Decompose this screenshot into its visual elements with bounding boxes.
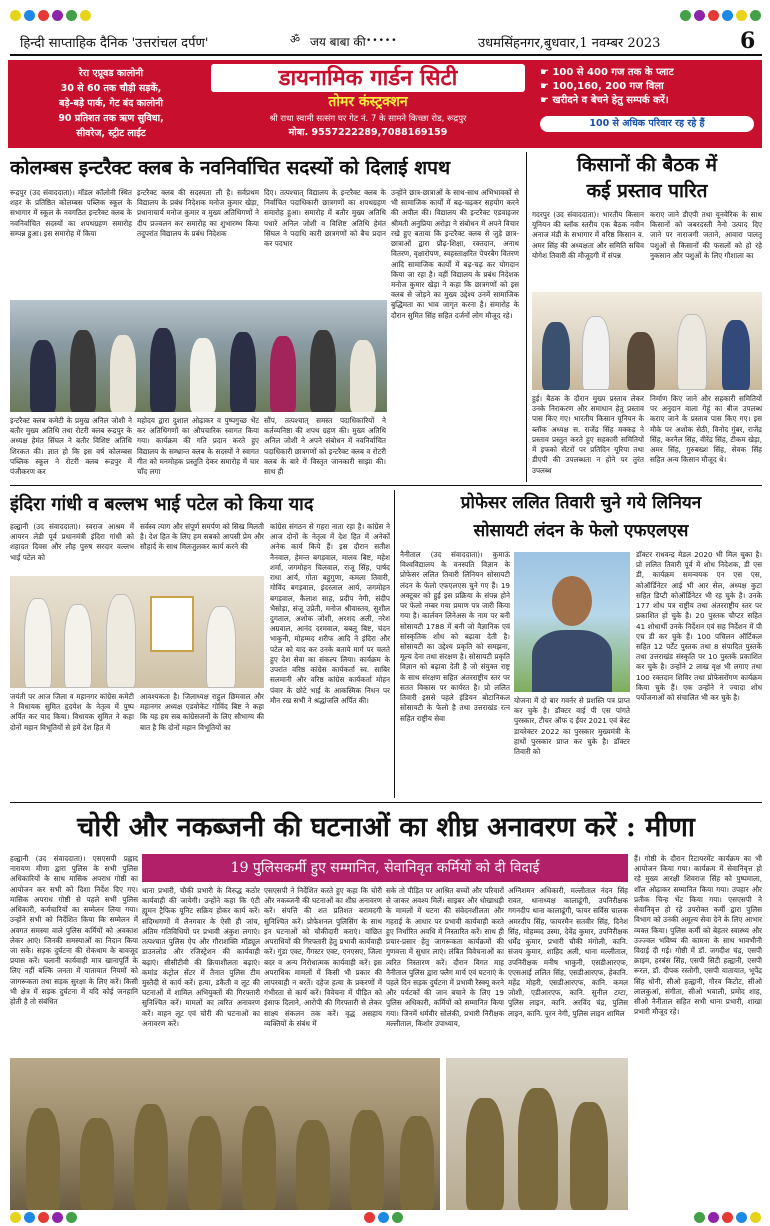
tagline: जय बाबा की bbox=[310, 35, 366, 49]
story1-under1: इन्टरैक्ट क्लब कमेटी के प्रमुख अनिल जोशी ने बतौर मुख्य अतिथि तथा रोटरी क्लब रूद्रपुर के अध्यक्ष हेमंत सिंघल ने बतौर विशिष्ट अतिथि शिरकत की। ज्ञात हो कि इस वर्ष कोलम्बस पब्लिक स्कूल ने रोटरी क्लब रूद्रपुर में पंजीकरण कर bbox=[10, 416, 132, 477]
story1-col1: रूद्रपुर (उद संवाददाता)। मॉडल कॉलोनी स्थित शहर के प्रतिष्ठित कोलम्बस पब्लिक स्कूल के सभागार में स्कूल के नवगठित इन्टरैक्ट क्लब के नवनिर्वाचित सदस्यों का शपथग्रहण समारोह सम्पन्न हुआ। इस समारोह में किया bbox=[10, 188, 132, 238]
decor-dot bbox=[722, 1212, 733, 1223]
ad-right-line: ☛ 100,160, 200 गज विला bbox=[540, 81, 664, 92]
arrow-icon: ☛ bbox=[540, 95, 553, 106]
decor-dot bbox=[364, 1212, 375, 1223]
decor-dot bbox=[736, 1212, 747, 1223]
decor-dot bbox=[38, 10, 49, 21]
story2-meeting-photo bbox=[532, 292, 762, 390]
story4-portrait-photo bbox=[514, 552, 630, 692]
decor-dot bbox=[708, 1212, 719, 1223]
person-figure bbox=[296, 1120, 330, 1210]
story3-under2: आवश्यकता है। जिलाध्यक्ष राहुल छिमवाल और महानगर अध्यक्ष एडवोकेट गोविंद बिष्ट ने कहा कि यह हम सब कांग्रेसजनों के लिए सौभाग्य की बात है कि दोनों महान विभूतियों का bbox=[140, 692, 264, 732]
story2-col1: गदरपुर (उद संवाददाता)। भारतीय किसान यूनियन की ब्लॉक स्तरीय एक बैठक नवीन अनाज मंडी के सभागार में वरिष्ठ किसान व. अमर सिंह की अध्यक्षता और समिति सचिव योगेश तिवारी की मौजूदगी में संपन्न bbox=[532, 210, 644, 260]
ad-subtitle: तोमर कंस्ट्रक्शन bbox=[328, 94, 408, 110]
paper-name: हिन्दी साप्ताहिक दैनिक 'उत्तरांचल दर्पण' bbox=[20, 36, 209, 51]
page-number: 6 bbox=[740, 28, 756, 54]
ad-right-footer: 100 से अधिक परिवार रह रहे हैं bbox=[540, 116, 754, 132]
story4-headline-2: सोसायटी लंदन के फेलो एफएलएस bbox=[473, 521, 689, 541]
person-figure bbox=[270, 336, 296, 412]
arrow-icon: ☛ bbox=[540, 81, 553, 92]
ad-left-line: बड़े-बड़े पार्क, गेट बंद कालोनी bbox=[59, 98, 163, 109]
person-figure bbox=[30, 340, 56, 412]
portrait-frame bbox=[150, 596, 194, 652]
story5-col4: सके तो पीड़ित पर आश्रित बच्चों और परिवारों से जाकर अवश्य मिलें। साइबर और धोखाधड़ी के मामलों में घटना की संवेदनशीलता और गहराई के आधार पर प्रभावी कार्यवाही करते हुए निर्धारित अवधि में निस्तारित करें। साथ ही प्रचार-प्रसार हेतु जागरूकता कार्यक्रमों की गुणवत्ता में सुधार लाएं। लंबित विवेचनाओं का त्वरित निस्तारण करें। दौरान विगत माह नैनीताल पुलिस द्वारा फ्लैग मार्च एवं घटनाएं के पहले दिन सड़क दुर्घटना में प्रभावी रैस्क्यू करने और पर्यटकों की जान बचाने के लिए 19 पुलिस अधिकारी, कर्मियों को सम्मानित किया गया। जिनमें धर्मवीर सोलंकी, प्रभारी निरीक्षक मल्लीताल, किशोर उपाध्याय, bbox=[386, 886, 504, 1028]
story2-headline-2: कई प्रस्ताव पारित bbox=[586, 180, 708, 202]
ad-phone: मोबा. 9557222289,7088169159 bbox=[288, 127, 448, 138]
dots-decor-icon: ••••• bbox=[366, 36, 398, 46]
decor-dot bbox=[750, 1212, 761, 1223]
story5-headline: चोरी और नकब्जनी की घटनाओं का शीघ्र अनावरण करें : मीणा bbox=[77, 812, 695, 843]
person-figure bbox=[106, 594, 136, 688]
ad-right-line: ☛ 100 से 400 गज तक के प्लाट bbox=[540, 67, 674, 78]
person-figure bbox=[582, 316, 610, 390]
person-figure bbox=[722, 320, 750, 390]
person-figure bbox=[150, 328, 176, 412]
decor-dot bbox=[750, 10, 761, 21]
story3-col3: कांग्रेस संगठन से गहरा नाता रहा है। कांग्रेस ने आज दोनों के नेतृत्व में देश हित में अनेकों अनेक कार्य किये हैं। इस दौरान सतीश नैनवाल, हेमन्त बगड़वाल, मालव बिष्ट, महेश शर्मा, जगमोहन चिलवाल, राजू सिंह, पार्षद राधा आर्य, गोता बहुगुणा, कमला तिवारी, गोविंद बगड़वाल, इंदरलाल आर्य, जगमोहन बगड़वाल, कैलाश साह, प्रदीप नेगी, संदीप भैसोड़ा, संजू उप्रेती, मनोज श्रीवास्तव, सुशील दुगताल, अशोक जोशी, अरशद अली, नरेश अग्रवाल, आनंद दरमवाल, बबलू बिष्ट, चंदन भाकुनी, मोहम्मद शरीफ आदि ने इंदिरा और पटेल को याद कर उनके बताये मार्ग पर चलते हुए देश सेवा का संकल्प लिया। कार्यक्रम के उपरांत वरिष्ठ कांग्रेस कार्यकर्ता स्व. साबिर सलमानी और वरिष्ठ कांग्रेस कार्यकर्ता मोहन पंवार के छोटे भाई के आकस्मिक निधन पर मौन रख सभी ने श्रद्धांजलि अर्पित की। bbox=[270, 522, 390, 705]
person-figure bbox=[570, 1102, 608, 1210]
person-figure bbox=[350, 1110, 384, 1210]
story3-col2: सर्वस्व त्याग और संपूर्ण समर्पण को सिख मिलती है। देश हित के लिए हम सबको आपसी प्रेम और सौहार्द के साथ मिलजुलकर कार्य करने की bbox=[140, 522, 264, 552]
ad-left-box bbox=[26, 66, 196, 142]
ad-left-line: 90 प्रतिशत तक ऋण सुविधा, bbox=[58, 113, 164, 124]
person-figure bbox=[518, 1088, 558, 1210]
decor-dot bbox=[52, 1212, 63, 1223]
person-figure bbox=[230, 332, 256, 412]
ad-center bbox=[203, 64, 533, 144]
person-figure bbox=[188, 1116, 222, 1210]
decor-dot bbox=[10, 10, 21, 21]
decor-dot bbox=[722, 10, 733, 21]
decor-dot bbox=[392, 1212, 403, 1223]
story5-retirement-photo bbox=[446, 1058, 628, 1210]
person-figure bbox=[627, 332, 655, 390]
decor-dot bbox=[694, 1212, 705, 1223]
story3-under1: जयंती पर आज जिला व महानगर कांग्रेस कमेटी ने विधायक सुमित हृदयेश के नेतृत्व में पुष्प अर्पित कर याद किया। विधायक सुमित ने कहा दोनों महान विभूतियों से हमें देश हित में bbox=[10, 692, 134, 732]
story2-under2: निर्माण किए जाने और सहकारी समितियों पर अनुदान वाला गेहूं का बीज उपलब्ध कराए जाने के प्रस्ताव पास किए गए। इस मौके पर अशोक सेठी, विनोद गुंबर, राजेंद्र सिंह, करनैल सिंह, वीरेंद्र सिंह, टीकम खेड़ा, अमर सिंह, गुरुबख्श सिंह, सेवक सिंह सहित अन्य किसान मौजूद थे। bbox=[650, 394, 762, 465]
story3-tribute-photo bbox=[10, 576, 264, 688]
decor-dot bbox=[736, 10, 747, 21]
person-figure bbox=[350, 340, 376, 412]
real-estate-ad bbox=[8, 60, 762, 148]
person-figure bbox=[310, 330, 336, 412]
story4-col1: नैनीताल (उद संवाददाता)। कुमाऊं विश्वविद्यालय के वनस्पति विज्ञान के प्रोफेसर ललित तिवारी लिनियन सोसायटी लंदन के फेलो एफएलएस चुने गए हैं। 19 अक्टूबर को हुई इस प्रक्रिया के संपन्न होने पर फेलो नम्बर गया प्रमाण पत्र जारी किया गया है। कार्लवन लिनेअस के नाम पर बनी सोसायटी 1788 में बनी जो वैज्ञानिक एवं सांस्कृतिक शोध को बढ़ावा देती है। सोसायटी का उद्देश्य प्रकृति को समझना, मूल्य देना तथा संरक्षण है। सोसायटी प्रकृति विज्ञान को बढ़ावा देती है जो संयुक्त राष्ट्र के साथ संरक्षण सहित अंतरराष्ट्रीय स्तर पर सतत विकास पर कार्यरत है। प्रो ललित तिवारी इससे पहले इंडियन बोटानिकल सोसायटी के फेलो है तथा उत्तराखंड रत्न सहित राष्ट्रीय सेवा bbox=[400, 550, 510, 723]
ad-left-line: सीवरेज, स्ट्रीट लाईट bbox=[76, 128, 146, 139]
story1-col4: उन्होंने छात्र-छात्राओं के साथ-साथ अभिभावकों से भी सामाजिक कार्यों में बढ़-चढ़कर सहयोग करने की अपील की। विद्यालय की इन्टरैक्ट एडवाइजर श्रीमती अनुप्रिया अरोड़ा ने संबोधन में अपने विचार रखे हुए बताया कि इन्टरैक्ट क्लब से जुड़े छात्र-छात्राओं द्वारा प्रौढ़-शिक्षा, रक्तदान, अनाथ वितरण, वृक्षारोपण, स्वहस्ताक्षरित पेपरबैग वितरण आदि सामाजिक कार्यों में बढ़-चढ़ कर योगदान किया जा रहा है। वहीं विद्यालय के प्रबंध निदेशक मनोज कुमार खेड़ा ने कहा कि छात्रगणों को इस क्लब से जोड़ने का मुख्य उद्देश्य उनमें सामाजिक बुद्धिमता का भाव जागृत करना है। समारोह के दौरान सुमित सिंह सहित दर्जनों लोग मौजूद रहे। bbox=[391, 188, 519, 320]
person-figure bbox=[677, 314, 707, 390]
story4-col3: डॉक्टर राधवन्द्र मेडल 2020 भी मिल चुका है। प्रो ललित तिवारी पूर्व में शोध निदेशक, डी एस डी, कार्यक्रम समन्वयक एन एस एस, कोऑर्डिनेटर आई भी आर सेल, अध्यक्ष कुटा सहित डिप्टी कोऑर्डिनेटर भी रह चुके है। उनके 177 शोध पत्र राष्ट्रीय तथा अंतरराष्ट्रीय स्तर पर प्रकाशित हो चुके है। 20 पुस्तक चौप्टर सहित 41 शोधार्थी उनके निर्देशन एवं सह निर्देशन में पी एच डी कर चुके हैं। 100 पचिलन ऑर्टिकल सहित 12 पर्टेंट पुस्तक तथा 8 संपादित पुस्तकें तथा उत्तराखंड संस्कृति पर 10 पुस्तकें प्रकाशित कर चुके है। उन्होंने 2 लाख वृक्ष भी लगाए तथा 100 रक्तदान शिविर तथा प्रोफेसरोंगण कार्यक्रम किया चुके हैं। एक उन्होंने ने ज्यादा शोध पर्योजनाओं को संचालित भी कर चुके है। bbox=[636, 550, 762, 703]
decor-dot bbox=[52, 10, 63, 21]
story5-col6: हैं। गोष्ठी के दौरान रिटायरमेंट कार्यक्रम का भी आयोजन किया गया। कार्यक्रम में सेवानिवृत्त हो रहे मुख्य आरक्षी शिवराज सिंह को पुष्पमाला, शॉल ओढ़ाकर सम्मानित किया गया। उपहार और प्रतीक चिन्ह भेंट किया गया। एसएसपी ने सेवानिवृत्त हो रहे उपरोक्त कर्मी द्वारा पुलिस विभाग को उनकी अमूल्य सेवा देने के लिए आभार व्यक्त किया। पुलिस कर्मी को बेहतर स्वास्थ्य और उज्ज्वल भविष्य की कामना के साथ भावभीनी विदाई दी गई। गोष्ठी में डॉ. जगदीश चंद्र, एसपी क्राइम, हरबंस सिंह, एसपी सिटी हल्द्वानी, एसपी रूरल, डॉ. दीपक रस्तोगी, एसपी यातायात, भूपेंद्र सिंह धोनी, सीओ हल्द्वानी, गौरव किटोट, सीओ लालकुआं, संगीता, सीओ भवाली, प्रमोद शाह, सीओ नैनीताल सहित सभी थाना प्रभारी, शाखा प्रभारी मौजूद रहे। bbox=[634, 854, 762, 1017]
decor-dot bbox=[378, 1212, 389, 1223]
story2-col2: कराए जाने डीएपी तथा यूनवेरिक के साथ किसानों को जबरदस्ती नैनो उत्पाद दिए जाने पर नाराजगी जताने, आवारा पालतू पशुओं से किसानों की फसलों को हो रहे नुकसान और पशुओं के लिए गौशाला का bbox=[650, 210, 762, 260]
ad-left-line: 30 से 60 तक चौड़ी सड़कें, bbox=[60, 83, 162, 94]
decor-dot bbox=[24, 1212, 35, 1223]
story4-col2: योजना में दो बार गवर्नर से प्रशस्ति पत्र प्राप्त कर चुके है। डॉक्टर वाई पी एस पांगते पुरस्कार, टीचर ऑफ द ईयर 2021 एवं बेस्ट डायरेक्टर 2022 का पुरस्कार मुख्यमंत्री के हाथों पुरस्कार प्राप्त कर चुके है। डॉक्टर तिवारी को bbox=[514, 696, 630, 757]
ad-left-line: रेरा एप्रूवड कालोनी bbox=[78, 68, 144, 79]
dateline: उधमसिंहनगर,बुधवार,1 नवम्बर 2023 bbox=[478, 36, 661, 51]
ad-right-box bbox=[540, 66, 754, 142]
arrow-icon: ☛ bbox=[540, 67, 553, 78]
person-figure bbox=[24, 598, 52, 688]
decor-dot bbox=[10, 1212, 21, 1223]
section-rule bbox=[10, 802, 762, 803]
masthead-rule bbox=[10, 54, 762, 56]
person-figure bbox=[110, 335, 136, 412]
story5-col3: एसएसपी ने निर्देशित करते हुए कहा कि चोरी और नकब्जनी की घटनाओं का शीघ्र अनावरण करें। संपत्ति की शत प्रतिशत बरामदगी सुनिश्चित करें। प्रोफेशनल पुलिसिंग के साथ इन घटनाओं को चौकीदारी कराएं। वांछित अपराधियों की गिरफ्तारी हेतु प्रभावी कार्यवाही करें। गुंडा एक्ट, गैंगस्टर एक्ट, एनएसए, जिला बदर व अन्य निरोधात्मक कार्यवाही करें। इस अपराधिक मामलों में किसी भी प्रकार की लापरवाही न बरतें। दहेज हत्या के प्रकरणों में गंभीरता से कार्य करें। विवेचना में पीड़ित को इंसाफ दिलाने, आरोपी की गिरफ्तारी से लेकर साक्ष्य संकलन तक करें। वृद्ध असहाय व्यक्तियों के संबंध में bbox=[264, 886, 382, 1028]
story5-sub-headline: 19 पुलिसकर्मी हुए सम्मानित, सेवानिवृत कर्मियों को दी विदाई bbox=[230, 860, 540, 876]
masthead bbox=[0, 0, 770, 58]
decor-dot bbox=[80, 10, 91, 21]
person-figure bbox=[26, 1108, 60, 1210]
decor-dot bbox=[66, 1212, 77, 1223]
person-figure bbox=[400, 1116, 434, 1210]
person-figure bbox=[242, 1106, 276, 1210]
decor-dot bbox=[694, 10, 705, 21]
decor-dot bbox=[24, 10, 35, 21]
decor-dot bbox=[708, 10, 719, 21]
person-figure bbox=[64, 604, 92, 688]
face-shape bbox=[552, 576, 592, 626]
person-figure bbox=[190, 338, 216, 412]
column-rule bbox=[526, 152, 527, 482]
decor-dot bbox=[66, 10, 77, 21]
story1-under3: सौंप, तत्पश्चात् समस्त पदाधिकारियों ने कर्तव्यनिष्ठा की शपथ ग्रहण की। मुख्य अतिथि अनिल जोशी ने अपने संबोधन में नवनिर्वाचित पदाधिकारी छात्रगणों को इन्टरैक्ट क्लब व रोटरी क्लब के बारे में विस्तृत जानकारी साझा की। साथ ही bbox=[264, 416, 386, 477]
story3-headline: इंदिरा गांधी व बल्लभ भाई पटेल को किया याद bbox=[10, 494, 314, 515]
person-figure bbox=[70, 330, 96, 412]
story1-col3: दिए। तत्पश्चात् विद्यालय के इन्टरैक्ट क्लब के निर्वाचित पदाधिकारी छात्रगणों का शपथग्रहण समारोह हुआ। समारोह में बतौर मुख्य अतिथि पधारे अनिल जोशी व विशिष्ट अतिथि हेमंत सिंघल ने पदाधि कारी छात्रगणों को बैच प्रदान कर पदभार bbox=[264, 188, 386, 249]
story5-police-meeting-photo bbox=[10, 1058, 440, 1210]
column-rule bbox=[394, 490, 395, 798]
story2-under1: हुई। बैठक के दौरान मुख्य प्रस्ताव लेकर उनके निराकरण और समाधान हेतु प्रस्ताव पास किए गए। भारतीय किसान यूनियन के ब्लॉक अध्यक्ष स. राजेंद्र सिंह मक्कड़ ने प्रस्ताव प्रस्तुत करते हुए सहकारी समितियों में इफको सेंटरों पर प्रतिदिन यूरिया तथा डीएपी की उपलब्धता न होने पर तुरंत उपलब्ध bbox=[532, 394, 644, 475]
ad-right-line: ☛ खरीदने व बेचने हेतु सम्पर्क करें। bbox=[540, 95, 669, 106]
decor-dot bbox=[680, 10, 691, 21]
story1-headline: कोलम्बस इन्टरैक्ट क्लब के नवनिर्वाचित सदस्यों को दिलाई शपथ bbox=[10, 157, 451, 179]
story5-sub-banner bbox=[142, 854, 628, 882]
decor-dot bbox=[38, 1212, 49, 1223]
story5-col5: अग्निशमन अधिकारी, मल्लीताल नंदन सिंह रावत, थानाध्यक्ष कालाढूंगी, उपनिरीक्षक गगनदीप थाना कालाढूंगी, फायर सर्विस चालक अमरदीप सिंह, फायरमैन सतवीर सिंह, दिनेश सिंह, मोहम्मद उस्मा, देवेंद्र कुमार, उपनिरीक्षक धर्मेंद्र कुमार, प्रभारी चौकी मंगोली, कानि. संजय कुमार, शाहिद अली, थाना मल्लीताल, उपनिरीक्षक मनीष भाकुनी, एसडीआरएफ, एएसआई ललित सिंह, एसडीआरएफ, हेकानि. महेंद्र मोहरी, एसडीआरएफ, कानि. कमल जोशी, एडीआरएफ, कानि. सुनील टम्टा, पुलिस लाइन, कानि. अरविंद चंद्र, पुलिस लाइन, कानि. पूरन नेगी, पुलिस लाइन शामिल bbox=[508, 886, 628, 1018]
story2-headline: किसानों की बैठक में bbox=[577, 154, 717, 176]
person-figure bbox=[206, 606, 236, 688]
person-figure bbox=[80, 1118, 114, 1210]
person-figure bbox=[134, 1104, 168, 1210]
shirt-shape bbox=[532, 630, 612, 692]
story1-group-photo bbox=[10, 300, 387, 412]
ad-address: श्री राधा स्वामी सत्संग घर गेट नं. 7 के सामने किच्छा रोड, रूद्रपुर bbox=[269, 114, 467, 124]
person-figure bbox=[542, 322, 570, 390]
story4-headline: प्रोफेसर ललित तिवारी चुने गये लिनियन bbox=[460, 493, 702, 513]
section-rule bbox=[10, 485, 762, 486]
story3-col1: हल्द्वानी (उद संवाददाता)। स्वराज आश्रम में आयरन लेडी पूर्व प्रधानमंत्री इंदिरा गांधी को शहादत दिवस और लौह पुरुष सरदार वल्लभ भाई पटेल को bbox=[10, 522, 134, 562]
person-figure bbox=[466, 1098, 504, 1210]
om-icon: ॐ bbox=[290, 33, 301, 46]
ad-title: डायनामिक गार्डन सिटी bbox=[211, 64, 525, 92]
story5-col2: थाना प्रभारी, चौकी प्रभारी के विरुद्ध कठोर कार्यवाही की जायेगी। उन्होंने कहा कि एंटी ह्यूमन ट्रैफिक यूनिट सक्रिय होकर कार्य करें। संदिग्धगणों में लैनगवार के ऐसी ही जांच, अंतिम गतिविधियों पर प्रभावी अंकुश लगाएं। तत्पश्चात पुलिस ऐप और गौराशक्ति मॉड्यूल डाउनलोड और रजिस्ट्रेशन की कार्यवाही बढ़ाएं। सीसीटीवी की क्रियाशीलता बढ़ाएं। कमांड कंट्रोल सेंटर में तैनात पुलिस टीम मुस्तैदी से कार्य करें। हत्या, डकैती व लूट की घटनाओं में शामिल अभियुक्तों की गिरफ्तारी सुनिश्चित करें। मामलों का त्वरित अनावरण करें। वाहन लूट एवं चोरी की घटनाओं का अनावरण करें। bbox=[142, 886, 260, 1028]
story1-col2: इन्टरैक्ट क्लब की सदस्यता ली है। सर्वप्रथम विद्यालय के प्रबंध निदेशक मनोज कुमार खेड़ा, प्रधानाचार्य मनोज कुमार व मुख्य अतिथिगणों ने दीप प्रज्वलन कर समारोह का शुभारम्भ किया तदुपरांत विद्यालय के प्रबंध निदेशक bbox=[137, 188, 259, 238]
story1-under2: महोदय द्वारा दुशाल ओढ़ाकर व पुष्पगुच्छ भेंट कर अतिथिगणों का औपचारिक स्वागत किया गया। कार्यक्रम की गति प्रदान करते हुए विद्यालय के सम्भ्रान्त क्लब के सदस्यों ने स्वागत गीत को मनमोहक प्रस्तुति देकर समारोह में चार चाँद लगा bbox=[137, 416, 259, 477]
story5-col1: हल्द्वानी (उद संवाददाता)। एसएसपी प्रह्लाद नारायण मीणा द्वारा पुलिस के सभी पुलिस अधिकारियों के साथ मासिक अपराध गोष्ठी का आयोजन कर सभी को दिशा निर्देश दिए गए। मासिक अपराध गोष्ठी से पहले सभी पुलिस अधिकारी, कर्मचारियों का सम्मेलन लिया गया। उन्होंने सभी को निर्देशित किया कि सम्मेलन में अवगत समस्या वाले पुलिस कर्मियों को अवकाश लेकर आएं। जिनकी समस्याओं का निदान किया जा सके। सड़क दुर्घटना की रोकथाम के बावजूद प्रयास करें। चलानी कार्यवाही मात्र खानापूर्ति के लिए नहीं बल्कि जनता में यातायात नियमों को जागरूकता तथा सड़क सुरक्षा के लिए करें। किसी भी क्षेत्र में सड़क दुर्घटना में यदि कोई जनहानि होती है तो संबंधित bbox=[10, 854, 138, 1007]
